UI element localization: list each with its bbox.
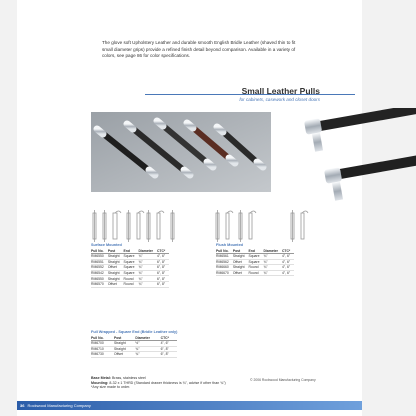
- cell: ¾": [263, 259, 282, 265]
- product-photo: [91, 112, 271, 192]
- cell: Square: [124, 259, 139, 265]
- cell: 6", 8": [157, 265, 169, 271]
- cell: RM6550: [91, 276, 108, 282]
- cell: RM6730: [91, 352, 114, 358]
- cell: RM6710: [91, 346, 114, 352]
- col-end: End: [124, 248, 139, 254]
- col-pull-no: Pull No.: [216, 248, 233, 254]
- surface-mounted-caption: Surface Mounted: [91, 243, 122, 247]
- cell: ¾": [138, 259, 157, 265]
- full-wrapped-caption: Full Wrapped - Square End (Bridle Leather only): [91, 330, 178, 334]
- table-row: [91, 270, 169, 276]
- cell: 4", 6": [282, 259, 294, 265]
- cell: RM6552: [91, 265, 108, 271]
- cell: Straight: [108, 270, 124, 276]
- table-row: [216, 270, 294, 276]
- cell: 4", 6": [157, 254, 169, 260]
- footer-text: [20, 403, 91, 408]
- col-pull-no: Pull No.: [91, 248, 108, 254]
- cell: 4", 6": [282, 270, 294, 276]
- cell: 4", 6": [282, 265, 294, 271]
- cell: Square: [124, 254, 139, 260]
- table-row: [216, 259, 294, 265]
- base-metal-label: Base Metal:: [91, 376, 111, 380]
- cell: RM6570: [91, 281, 108, 287]
- col-post: Post: [114, 335, 135, 341]
- col-post: Post: [233, 248, 249, 254]
- cell: RM6551: [91, 259, 108, 265]
- cell: Offset: [108, 265, 124, 271]
- cell: 6", 8": [157, 259, 169, 265]
- footnote: *Any size made to order.: [91, 385, 131, 390]
- cell: Offset: [233, 270, 249, 276]
- section-title: Small Leather Pulls: [241, 86, 320, 96]
- surface-mounted-table: [91, 243, 169, 288]
- mounting-label: Mounting:: [91, 380, 109, 385]
- section-subtitle: for cabinets, casework and closet doors: [239, 97, 320, 102]
- cell: RM6561: [216, 254, 233, 260]
- flush-mounted-table: [216, 243, 294, 276]
- cell: Square: [249, 259, 264, 265]
- col-end: End: [249, 248, 264, 254]
- table-row: [91, 254, 169, 260]
- cell: ¾": [138, 276, 157, 282]
- pull-closeup-photo: [300, 108, 416, 218]
- cell: RM6660: [216, 265, 233, 271]
- col-post: Post: [108, 248, 124, 254]
- table-row: [91, 281, 169, 287]
- cell: Round: [124, 276, 139, 282]
- cell: 6", 8": [161, 352, 178, 358]
- cell: ½": [135, 341, 160, 347]
- cell: Straight: [233, 265, 249, 271]
- table-row: [91, 259, 169, 265]
- cell: ¾": [135, 346, 160, 352]
- cell: 6", 8": [161, 346, 178, 352]
- cell: RM6670: [216, 270, 233, 276]
- cell: Straight: [233, 254, 249, 260]
- copyright: © 2006 Rockwood Manufacturing Company: [250, 378, 316, 382]
- cell: RM6562: [216, 259, 233, 265]
- cell: Square: [124, 265, 139, 271]
- cell: ¾": [138, 265, 157, 271]
- cell: 6", 8": [157, 281, 169, 287]
- technical-drawings: [91, 205, 326, 243]
- table-row: [216, 265, 294, 271]
- full-wrapped-table: [91, 330, 177, 358]
- spec-notes: [91, 376, 271, 390]
- cell: 6", 8": [157, 270, 169, 276]
- cell: 4", 6": [282, 254, 294, 260]
- cell: Round: [124, 281, 139, 287]
- cell: Offset: [114, 352, 135, 358]
- cell: Straight: [108, 254, 124, 260]
- table-row: [91, 265, 169, 271]
- cell: ¾": [138, 270, 157, 276]
- intro-paragraph: The glove soft Upholstery Leather and durable smooth English Bridle Leather (shaved thin to fit small diameter grips) provide a refined finish detail beyond comparison. Available in a variety of colors, see page 86 for color specifications.: [102, 40, 296, 59]
- cell: RM6542: [91, 270, 108, 276]
- cell: Straight: [114, 346, 135, 352]
- cell: Offset: [233, 259, 249, 265]
- table-row: [91, 352, 177, 358]
- col-diameter: Diameter: [135, 335, 160, 341]
- cell: ¾": [263, 265, 282, 271]
- mounting-value: 8-32 x 1 THRD (Standard drawer thickness is ¾", advise if other than ¾"): [109, 380, 226, 385]
- col-ctc: CTC*: [161, 335, 178, 341]
- col-pull-no: Pull No.: [91, 335, 114, 341]
- cell: ¾": [138, 281, 157, 287]
- cell: Round: [249, 265, 264, 271]
- cell: ¾": [138, 254, 157, 260]
- cell: Round: [249, 270, 264, 276]
- cell: RM6550: [91, 254, 108, 260]
- page-number: 36: [20, 402, 25, 408]
- table-row: [216, 254, 294, 260]
- cell: Straight: [114, 341, 135, 347]
- cell: 6", 8": [157, 276, 169, 282]
- base-metal-value: Brass, stainless steel: [111, 376, 146, 380]
- flush-mounted-caption: Flush Mounted: [216, 243, 243, 247]
- col-diameter: Diameter: [138, 248, 157, 254]
- cell: 4", 6": [161, 341, 178, 347]
- cell: Offset: [108, 281, 124, 287]
- footer-company: Rockwood Manufacturing Company: [27, 402, 91, 408]
- col-ctc: CTC*: [282, 248, 294, 254]
- table-row: [91, 276, 169, 282]
- cell: Square: [249, 254, 264, 260]
- cell: ¾": [135, 352, 160, 358]
- cell: Straight: [108, 259, 124, 265]
- cell: ¾": [263, 254, 282, 260]
- cell: RM6700: [91, 341, 114, 347]
- col-diameter: Diameter: [263, 248, 282, 254]
- col-ctc: CTC*: [157, 248, 169, 254]
- cell: Square: [124, 270, 139, 276]
- cell: Straight: [108, 276, 124, 282]
- cell: ¾": [263, 270, 282, 276]
